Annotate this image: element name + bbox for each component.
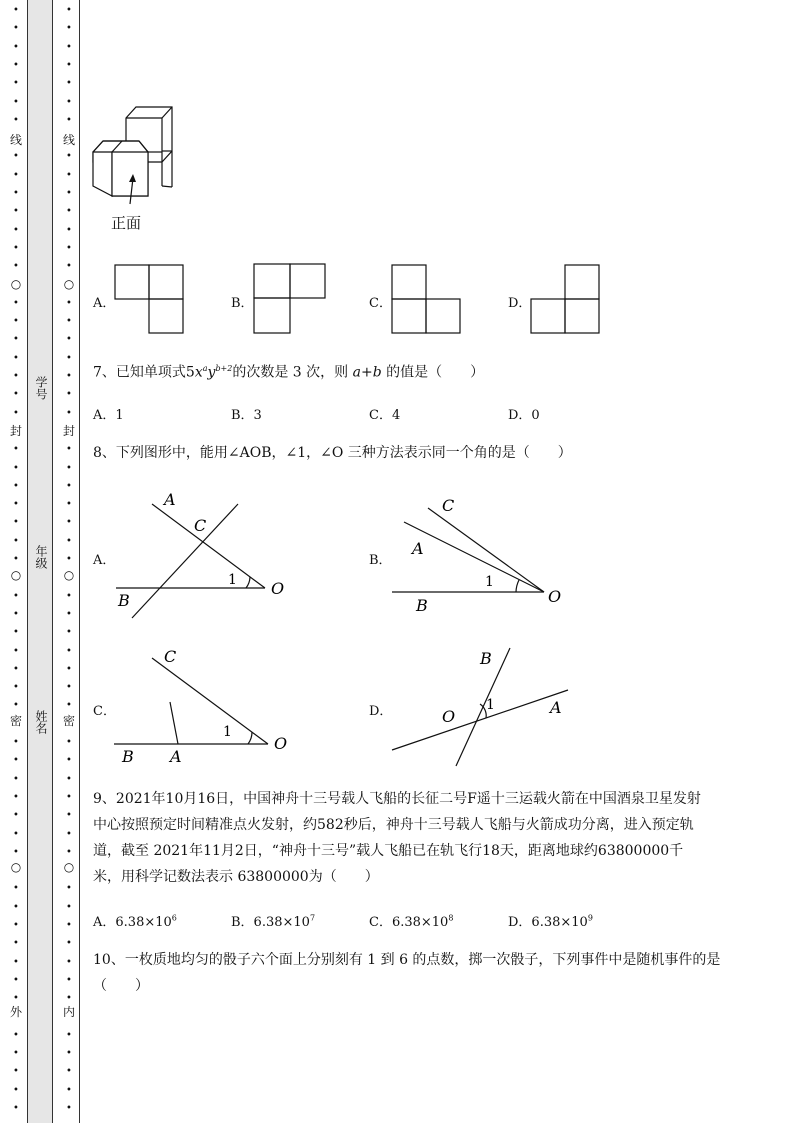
binding-dot: •	[66, 1084, 72, 1096]
binding-dot: •	[66, 261, 72, 273]
seal-line-right: 线	[62, 133, 75, 147]
binding-dot: •	[13, 590, 19, 602]
q8-c-label-C: C	[164, 647, 177, 666]
q10-text	[93, 947, 783, 999]
binding-dot: •	[66, 78, 72, 90]
q8-c-label-1: 1	[223, 724, 232, 740]
q7-exp-b: b+2	[215, 364, 233, 373]
binding-dot: •	[66, 188, 72, 199]
q8-a-label-O: O	[271, 579, 285, 598]
q8-a-label-1: 1	[228, 572, 237, 588]
binding-dot: •	[13, 883, 19, 895]
binding-dot: •	[13, 96, 19, 108]
q8-text: 8、下列图形中，能用∠AOB，∠1，∠O 三种方法表示同一个角的是（ ）	[93, 445, 572, 461]
binding-dot: •	[13, 554, 19, 565]
binding-dot: •	[13, 462, 19, 474]
seal-secret-right: 密	[62, 714, 75, 728]
binding-dot: •	[66, 846, 72, 858]
binding-dot: •	[66, 791, 72, 803]
binding-dot: •	[13, 920, 19, 931]
q8-d-label-1: 1	[486, 697, 495, 713]
binding-dot: •	[66, 974, 72, 986]
q7-option-c: C．4	[369, 408, 401, 423]
binding-dot: •	[13, 663, 19, 675]
seal-circle-right-3: ○	[61, 860, 77, 874]
q6-option-a-label: A．	[93, 296, 116, 311]
binding-dot: •	[66, 1103, 72, 1114]
q8-option-b-figure	[388, 494, 578, 614]
binding-dot: •	[66, 316, 72, 328]
binding-dot: •	[13, 371, 19, 382]
binding-dot: •	[13, 114, 19, 126]
q8-c-label-A: A	[170, 747, 182, 766]
binding-dot: •	[66, 23, 72, 35]
seal-circle-right-2: ○	[61, 568, 77, 582]
binding-dot: •	[66, 41, 72, 53]
q9-line-4: 米，用科学记数法表示 63800000为（ ）	[93, 869, 379, 885]
binding-dot: •	[13, 206, 19, 218]
binding-dot: •	[13, 23, 19, 35]
q6-option-d-view	[530, 264, 602, 336]
binding-dot: •	[13, 316, 19, 328]
q7-option-d: D．0	[508, 408, 540, 423]
q9-option-d	[508, 911, 593, 930]
binding-dot: •	[13, 608, 19, 620]
q8-option-c-figure	[108, 644, 298, 768]
binding-dot: •	[66, 371, 72, 382]
q8-b-label-A: A	[412, 539, 424, 558]
binding-dot: •	[13, 737, 19, 748]
binding-dot: •	[13, 901, 19, 913]
seal-seal-right: 封	[62, 424, 75, 438]
binding-dot: •	[66, 1029, 72, 1041]
q8-option-c-label: C．	[93, 704, 116, 719]
q9-option-c	[369, 911, 453, 930]
binding-dot: •	[66, 114, 72, 126]
binding-dot: •	[66, 993, 72, 1005]
q7-var-x: x	[194, 364, 203, 381]
q6-option-b-label: B．	[231, 296, 254, 311]
q8-d-label-O: O	[442, 707, 456, 726]
q6-option-c-label: C．	[369, 296, 392, 311]
q6-option-b-view	[253, 263, 327, 335]
binding-dot: •	[13, 5, 19, 16]
binding-dot: •	[66, 920, 72, 931]
binding-dot: •	[13, 517, 19, 529]
binding-dot: •	[66, 169, 72, 181]
binding-dot: •	[13, 974, 19, 986]
binding-edge-line	[79, 0, 80, 1123]
binding-dot: •	[13, 645, 19, 657]
seal-outer-left: 外	[9, 1005, 22, 1019]
binding-dot: •	[66, 352, 72, 364]
q9-option-b-text: B．6.38×10	[231, 915, 310, 930]
binding-dot: •	[66, 810, 72, 822]
binding-dot: •	[66, 242, 72, 254]
q8-option-a-label: A．	[93, 553, 116, 568]
q7-text-end: 的值是（ ）	[386, 364, 485, 381]
q9-option-a-text: A．6.38×10	[93, 915, 172, 930]
seal-secret-left: 密	[9, 714, 22, 728]
cube-stack-figure	[88, 100, 188, 205]
binding-dot: •	[13, 993, 19, 1005]
seal-line-left: 线	[9, 133, 22, 147]
q8-b-label-B: B	[416, 596, 428, 614]
binding-dot: •	[66, 480, 72, 492]
binding-dot: •	[13, 352, 19, 364]
q9-option-a-exp: 6	[171, 913, 177, 923]
binding-dot: •	[66, 1048, 72, 1060]
q9-option-c-exp: 8	[448, 913, 454, 923]
q9-text	[93, 786, 773, 890]
binding-dot: •	[13, 773, 19, 785]
binding-dot: •	[13, 956, 19, 968]
q9-line-1: 9、2021年10月16日，中国神舟十三号载人飞船的长征二号F遥十三运载火箭在中国酒泉卫星发射	[93, 791, 701, 807]
binding-dot: •	[66, 444, 72, 456]
binding-dot: •	[13, 169, 19, 181]
binding-dot: •	[13, 297, 19, 309]
binding-dot: •	[13, 444, 19, 456]
binding-dot: •	[66, 59, 72, 71]
binding-dot: •	[13, 755, 19, 767]
binding-dot: •	[66, 206, 72, 218]
binding-dot: •	[13, 59, 19, 71]
q7-text	[93, 356, 484, 386]
binding-dot: •	[66, 407, 72, 419]
q8-b-label-1: 1	[485, 574, 494, 590]
q8-b-label-O: O	[548, 587, 562, 606]
q7-expr: a+b	[352, 364, 382, 381]
binding-dot: •	[66, 462, 72, 474]
q6-option-a-view	[114, 264, 186, 336]
binding-dot: •	[66, 5, 72, 16]
q7-option-b: B．3	[231, 408, 262, 423]
binding-dot: •	[66, 700, 72, 712]
binding-dot: •	[66, 517, 72, 529]
binding-dot: •	[13, 188, 19, 199]
binding-dot: •	[66, 535, 72, 547]
student-id-label: 学号	[34, 376, 48, 400]
binding-dot: •	[66, 608, 72, 620]
binding-dot: •	[66, 554, 72, 565]
binding-dot: •	[13, 41, 19, 53]
binding-dot: •	[13, 151, 19, 163]
binding-dot: •	[66, 334, 72, 346]
binding-dot: •	[13, 242, 19, 254]
q8-a-label-A: A	[164, 490, 176, 509]
q7-text-before: 7、已知单项式5	[93, 364, 195, 381]
binding-dot: •	[66, 883, 72, 895]
q8-option-b-label: B．	[369, 553, 392, 568]
q7-exp-a: a	[202, 364, 208, 373]
binding-dot: •	[13, 828, 19, 840]
q9-option-b	[231, 911, 315, 930]
q8-option-d-label: D．	[369, 704, 393, 719]
front-view-caption: 正面	[111, 214, 142, 232]
seal-circle-left-1: ○	[8, 277, 24, 291]
binding-dot: •	[13, 1066, 19, 1078]
binding-dot: •	[13, 1048, 19, 1060]
q8-option-d-figure	[388, 644, 578, 768]
binding-dot: •	[66, 682, 72, 694]
name-label: 姓名	[34, 710, 48, 734]
binding-dot: •	[13, 261, 19, 273]
binding-dot: •	[13, 224, 19, 236]
binding-dot: •	[66, 224, 72, 236]
binding-dot: •	[66, 901, 72, 913]
q9-option-d-exp: 9	[587, 913, 593, 923]
binding-dot: •	[13, 682, 19, 694]
q8-b-label-C: C	[442, 496, 455, 515]
seal-seal-left: 封	[9, 424, 22, 438]
binding-dot: •	[13, 334, 19, 346]
binding-dot: •	[66, 645, 72, 657]
binding-dot: •	[13, 846, 19, 858]
q9-option-b-exp: 7	[309, 913, 316, 923]
binding-dot: •	[66, 663, 72, 675]
binding-dot: •	[13, 499, 19, 511]
binding-dot: •	[13, 535, 19, 547]
q9-line-3: 道，截至 2021年11月2日，“神舟十三号”载人飞船已在轨飞行18天，距离地球约63800000千	[93, 843, 684, 859]
binding-dot: •	[66, 627, 72, 639]
seal-circle-right-1: ○	[61, 277, 77, 291]
binding-dot: •	[66, 828, 72, 840]
q8-c-label-B: B	[122, 747, 134, 766]
binding-dot: •	[13, 810, 19, 822]
binding-dot: •	[66, 389, 72, 401]
seal-inner-right: 内	[62, 1005, 75, 1019]
binding-dot: •	[66, 96, 72, 108]
q8-c-label-O: O	[274, 734, 288, 753]
binding-dot: •	[13, 389, 19, 401]
q8-a-label-C: C	[194, 516, 207, 535]
binding-dot: •	[13, 938, 19, 950]
q10-line-2: （ ）	[93, 978, 149, 994]
q9-line-2: 中心按照预定时间精准点火发射，约582秒后，神舟十三号载人飞船与火箭成功分离，进入预定轨	[93, 817, 694, 833]
q8-d-label-A: A	[550, 698, 562, 717]
binding-dot: •	[66, 773, 72, 785]
binding-dot: •	[13, 480, 19, 492]
binding-dot: •	[66, 737, 72, 748]
q6-option-c-view	[391, 264, 463, 336]
q10-line-1: 10、一枚质地均匀的骰子六个面上分别刻有 1 到 6 的点数，掷一次骰子，下列事件中是随机事件的是	[93, 952, 721, 968]
q8-d-label-B: B	[480, 649, 492, 668]
q9-option-d-text: D．6.38×10	[508, 915, 588, 930]
seal-circle-left-3: ○	[8, 860, 24, 874]
binding-dot: •	[13, 407, 19, 419]
binding-dot: •	[13, 1103, 19, 1114]
q8-option-a-figure	[108, 484, 298, 624]
binding-dot: •	[13, 78, 19, 90]
q7-option-a: A．1	[93, 408, 124, 423]
binding-dot: •	[13, 1084, 19, 1096]
q9-option-a	[93, 911, 177, 930]
binding-dot: •	[13, 1029, 19, 1041]
binding-dot: •	[13, 700, 19, 712]
q6-option-d-label: D．	[508, 296, 532, 311]
binding-dot: •	[66, 1066, 72, 1078]
q7-text-mid: 的次数是 3 次，则	[232, 364, 349, 381]
binding-dot: •	[66, 499, 72, 511]
q9-option-c-text: C．6.38×10	[369, 915, 449, 930]
binding-dot: •	[66, 297, 72, 309]
grade-label: 年级	[34, 545, 48, 569]
q7-var-y: y	[207, 364, 216, 381]
binding-dot: •	[13, 791, 19, 803]
binding-dot: •	[66, 590, 72, 602]
seal-circle-left-2: ○	[8, 568, 24, 582]
q8-a-label-B: B	[118, 591, 130, 610]
binding-dot: •	[66, 938, 72, 950]
binding-dot: •	[66, 956, 72, 968]
binding-dot: •	[66, 755, 72, 767]
binding-dot: •	[66, 151, 72, 163]
binding-dot: •	[13, 627, 19, 639]
